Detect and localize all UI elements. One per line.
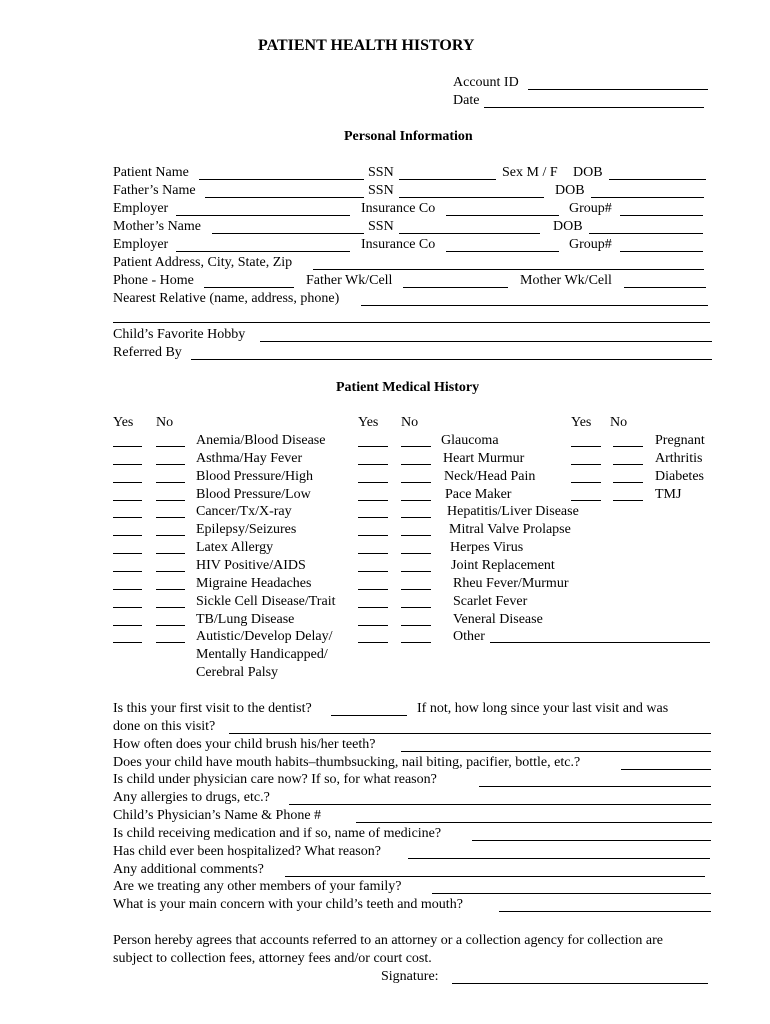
col2-no-blank[interactable] <box>401 464 431 465</box>
hospitalized-question: Has child ever been hospitalized? What reason? <box>113 844 381 859</box>
comments-field[interactable] <box>285 876 705 877</box>
mother-wk-cell-field[interactable] <box>624 287 706 288</box>
habits-field[interactable] <box>621 769 711 770</box>
col3-condition-label: Diabetes <box>655 468 704 484</box>
physician-care-field[interactable] <box>479 786 711 787</box>
col2-condition-label: Herpes Virus <box>450 540 524 556</box>
col2-yes-blank[interactable] <box>358 553 388 554</box>
col3-yes-header: Yes <box>571 415 592 430</box>
col1-condition-label: TB/Lung Disease <box>196 611 295 627</box>
favorite-hobby-label: Child’s Favorite Hobby <box>113 327 246 342</box>
col3-yes-blank[interactable] <box>571 482 601 483</box>
mother-group-field[interactable] <box>620 251 703 252</box>
col2-condition-label: Glaucoma <box>441 433 499 448</box>
col1-condition-label: HIV Positive/AIDS <box>196 557 306 573</box>
medication-question: Is child receiving medication and if so, name of medicine? <box>113 826 442 841</box>
personal-information-heading: Personal Information <box>344 129 473 144</box>
phone-home-label: Phone - Home <box>113 273 194 288</box>
col2-condition-label: Pace Maker <box>445 486 512 502</box>
col2-condition-label: Rheu Fever/Murmur <box>453 575 569 591</box>
col1-yes-blank[interactable] <box>113 500 142 501</box>
col2-no-header: No <box>401 415 419 430</box>
mother-wk-cell-label: Mother Wk/Cell <box>520 273 612 288</box>
col1-no-blank[interactable] <box>156 500 185 501</box>
patient-name-label: Patient Name <box>113 165 189 180</box>
mother-dob-label: DOB <box>553 219 583 234</box>
father-employer-label: Employer <box>113 201 169 216</box>
col3-condition-label: Pregnant <box>655 433 705 448</box>
col1-yes-blank[interactable] <box>113 464 142 465</box>
col1-no-blank[interactable] <box>156 482 185 483</box>
col1-yes-header: Yes <box>113 415 134 430</box>
col1-yes-blank[interactable] <box>113 553 142 554</box>
col2-no-blank[interactable] <box>401 571 431 572</box>
mothers-name-field[interactable] <box>212 233 364 234</box>
col3-yes-blank[interactable] <box>571 446 601 447</box>
father-ssn-field[interactable] <box>399 197 544 198</box>
col3-condition-label: TMJ <box>655 486 682 502</box>
habits-question: Does your child have mouth habits–thumbsucking, nail biting, pacifier, bottle, etc.? <box>113 755 581 770</box>
col1-no-blank[interactable] <box>156 589 185 590</box>
mother-employer-field[interactable] <box>176 251 350 252</box>
fathers-name-label: Father’s Name <box>113 183 196 198</box>
dob-label: DOB <box>573 165 603 180</box>
col2-no-blank[interactable] <box>401 553 431 554</box>
col2-no-blank[interactable] <box>401 446 431 447</box>
date-field[interactable] <box>484 107 704 108</box>
col2-no-blank[interactable] <box>401 517 431 518</box>
mother-insurance-label: Insurance Co <box>361 237 436 252</box>
sex-label: Sex M / F <box>502 165 558 180</box>
nearest-relative-label: Nearest Relative (name, address, phone) <box>113 291 340 306</box>
col2-yes-blank[interactable] <box>358 464 388 465</box>
comments-question: Any additional comments? <box>113 862 264 877</box>
ssn-field[interactable] <box>399 179 496 180</box>
col1-condition-label: Blood Pressure/High <box>196 468 314 484</box>
col2-yes-blank[interactable] <box>358 589 388 590</box>
referred-by-field[interactable] <box>191 359 712 360</box>
col2-yes-blank[interactable] <box>358 535 388 536</box>
col2-no-blank[interactable] <box>401 500 431 501</box>
col1-condition-label: Anemia/Blood Disease <box>196 433 326 448</box>
col3-condition-label: Arthritis <box>655 450 703 466</box>
col1-condition-label: Epilepsy/Seizures <box>196 522 297 538</box>
signature-label: Signature: <box>381 969 439 984</box>
col2-yes-blank[interactable] <box>358 517 388 518</box>
col2-condition-label: Joint Replacement <box>451 557 555 573</box>
col3-no-blank[interactable] <box>613 464 643 465</box>
how-long-question: If not, how long since your last visit and was <box>417 701 669 716</box>
col1-condition-label: Cancer/Tx/X-ray <box>196 504 292 520</box>
col1-yes-blank[interactable] <box>113 571 142 572</box>
done-on-visit-field[interactable] <box>229 733 711 734</box>
mother-ssn-field[interactable] <box>399 233 540 234</box>
col1-yes-blank[interactable] <box>113 482 142 483</box>
col1-condition-label: Migraine Headaches <box>196 575 312 591</box>
col3-no-blank[interactable] <box>613 446 643 447</box>
medication-field[interactable] <box>472 840 711 841</box>
other-condition-field[interactable] <box>490 642 710 643</box>
phone-home-field[interactable] <box>204 287 294 288</box>
father-dob-label: DOB <box>555 183 585 198</box>
col2-yes-blank[interactable] <box>358 642 388 643</box>
mother-group-label: Group# <box>569 237 612 252</box>
account-id-label: Account ID <box>453 75 519 90</box>
col1-condition-label: Mentally Handicapped/ <box>196 647 328 663</box>
brush-question: How often does your child brush his/her teeth? <box>113 737 376 752</box>
col1-no-blank[interactable] <box>156 446 185 447</box>
col1-condition-label: Sickle Cell Disease/Trait <box>196 593 336 609</box>
col3-yes-blank[interactable] <box>571 500 601 501</box>
col1-no-blank[interactable] <box>156 553 185 554</box>
col2-yes-blank[interactable] <box>358 500 388 501</box>
col2-condition-label: Veneral Disease <box>453 611 543 627</box>
page-title: PATIENT HEALTH HISTORY <box>258 37 475 54</box>
mother-insurance-field[interactable] <box>446 251 559 252</box>
col2-no-blank[interactable] <box>401 535 431 536</box>
col2-no-blank[interactable] <box>401 589 431 590</box>
col3-no-blank[interactable] <box>613 482 643 483</box>
agreement-text-line2: subject to collection fees, attorney fees and/or court cost. <box>113 951 432 966</box>
brush-field[interactable] <box>401 751 711 752</box>
col1-no-blank[interactable] <box>156 517 185 518</box>
main-concern-question: What is your main concern with your child’s teeth and mouth? <box>113 897 463 912</box>
col2-yes-blank[interactable] <box>358 625 388 626</box>
col2-no-blank[interactable] <box>401 482 431 483</box>
address-field[interactable] <box>313 269 704 270</box>
signature-field[interactable] <box>452 983 708 984</box>
physician-care-question: Is child under physician care now? If so, for what reason? <box>113 772 437 787</box>
col2-condition-label: Neck/Head Pain <box>444 468 536 484</box>
father-insurance-field[interactable] <box>446 215 559 216</box>
father-wk-cell-label: Father Wk/Cell <box>306 273 393 288</box>
col2-condition-label: Scarlet Fever <box>453 593 528 609</box>
col1-yes-blank[interactable] <box>113 625 142 626</box>
col1-no-header: No <box>156 415 174 430</box>
col1-yes-blank[interactable] <box>113 607 142 608</box>
col2-condition-label: Heart Murmur <box>443 450 525 466</box>
ssn-label: SSN <box>368 165 394 180</box>
main-concern-field[interactable] <box>499 911 711 912</box>
col1-no-blank[interactable] <box>156 571 185 572</box>
dob-field[interactable] <box>609 179 706 180</box>
col1-yes-blank[interactable] <box>113 446 142 447</box>
father-ssn-label: SSN <box>368 183 394 198</box>
father-group-label: Group# <box>569 201 612 216</box>
fathers-name-field[interactable] <box>205 197 364 198</box>
other-members-field[interactable] <box>432 893 711 894</box>
nearest-relative-field[interactable] <box>361 305 708 306</box>
col1-condition-label: Cerebral Palsy <box>196 665 279 681</box>
nearest-relative-field-cont[interactable] <box>113 322 710 323</box>
col1-no-blank[interactable] <box>156 625 185 626</box>
agreement-text-line1: Person hereby agrees that accounts referred to an attorney or a collection agency for collection are <box>113 933 664 948</box>
col3-no-blank[interactable] <box>613 500 643 501</box>
col1-condition-label: Latex Allergy <box>196 540 274 556</box>
col2-condition-label: Hepatitis/Liver Disease <box>447 504 579 520</box>
col1-condition-label: Autistic/Develop Delay/ <box>196 629 333 645</box>
account-id-field[interactable] <box>528 89 708 90</box>
col2-condition-label: Other <box>453 629 485 645</box>
col2-no-blank[interactable] <box>401 642 431 643</box>
col1-no-blank[interactable] <box>156 607 185 608</box>
father-dob-field[interactable] <box>591 197 704 198</box>
col2-no-blank[interactable] <box>401 625 431 626</box>
col2-yes-blank[interactable] <box>358 482 388 483</box>
date-label: Date <box>453 93 480 108</box>
father-insurance-label: Insurance Co <box>361 201 436 216</box>
allergies-question: Any allergies to drugs, etc.? <box>113 790 270 805</box>
address-label: Patient Address, City, State, Zip <box>113 255 293 270</box>
col1-yes-blank[interactable] <box>113 517 142 518</box>
mother-employer-label: Employer <box>113 237 169 252</box>
col1-condition-label: Asthma/Hay Fever <box>196 450 303 466</box>
col2-yes-blank[interactable] <box>358 446 388 447</box>
physician-name-question: Child’s Physician’s Name & Phone # <box>113 808 322 823</box>
mother-dob-field[interactable] <box>589 233 703 234</box>
col1-yes-blank[interactable] <box>113 642 142 643</box>
first-visit-question: Is this your first visit to the dentist? <box>113 701 312 716</box>
col1-no-blank[interactable] <box>156 535 185 536</box>
father-employer-field[interactable] <box>176 215 350 216</box>
col2-yes-header: Yes <box>358 415 379 430</box>
col2-yes-blank[interactable] <box>358 571 388 572</box>
col1-no-blank[interactable] <box>156 464 185 465</box>
col3-no-header: No <box>610 415 628 430</box>
col1-yes-blank[interactable] <box>113 535 142 536</box>
mother-ssn-label: SSN <box>368 219 394 234</box>
col2-no-blank[interactable] <box>401 607 431 608</box>
father-wk-cell-field[interactable] <box>403 287 508 288</box>
col3-yes-blank[interactable] <box>571 464 601 465</box>
medical-history-heading: Patient Medical History <box>336 380 480 395</box>
patient-name-field[interactable] <box>199 179 364 180</box>
physician-name-field[interactable] <box>356 822 712 823</box>
hospitalized-field[interactable] <box>408 858 710 859</box>
other-members-question: Are we treating any other members of your family? <box>113 879 402 894</box>
first-visit-field[interactable] <box>331 715 407 716</box>
col1-no-blank[interactable] <box>156 642 185 643</box>
col1-yes-blank[interactable] <box>113 589 142 590</box>
col2-yes-blank[interactable] <box>358 607 388 608</box>
col2-condition-label: Mitral Valve Prolapse <box>449 522 571 538</box>
favorite-hobby-field[interactable] <box>260 341 712 342</box>
father-group-field[interactable] <box>620 215 703 216</box>
allergies-field[interactable] <box>289 804 711 805</box>
mothers-name-label: Mother’s Name <box>113 219 201 234</box>
referred-by-label: Referred By <box>113 345 182 360</box>
done-on-visit-question: done on this visit? <box>113 719 216 734</box>
col1-condition-label: Blood Pressure/Low <box>196 486 311 502</box>
